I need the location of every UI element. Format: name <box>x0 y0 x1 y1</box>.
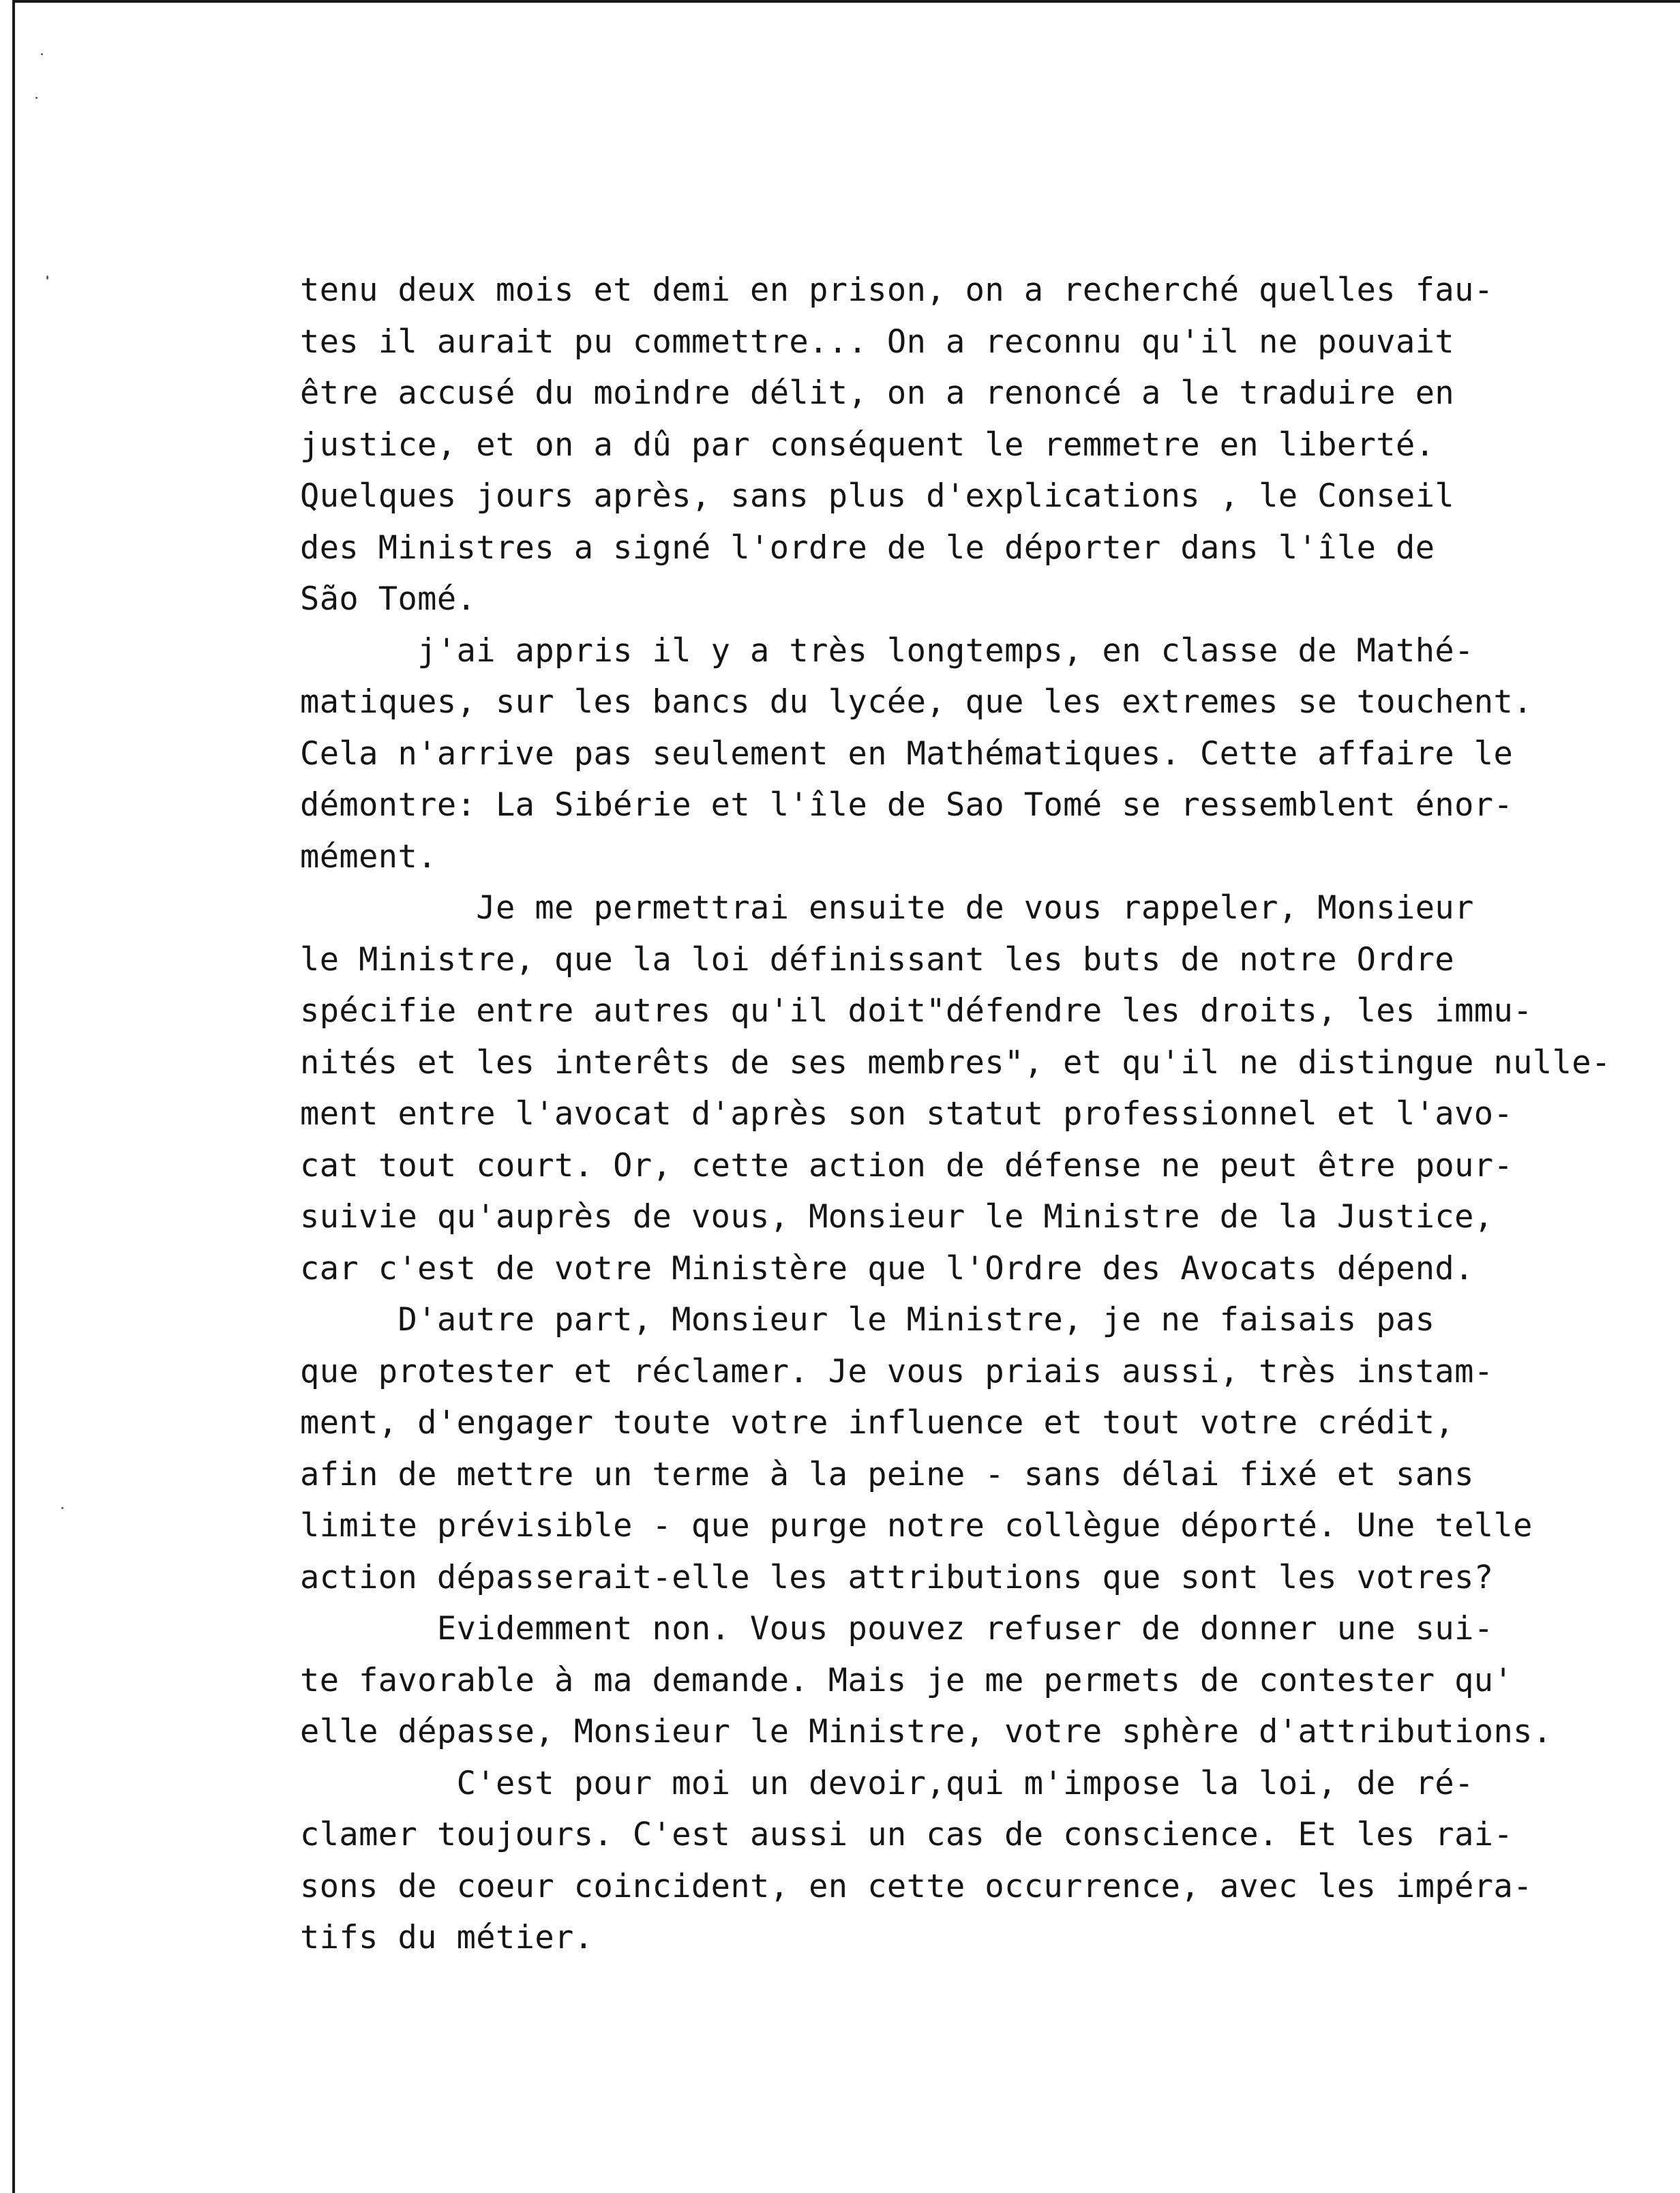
text-line: action dépasserait-elle les attributions que sont les votres? <box>300 1558 1494 1596</box>
scan-speck <box>35 97 38 99</box>
text-line: elle dépasse, Monsieur le Ministre, votre sphère d'attributions. <box>300 1713 1552 1750</box>
text-line: te favorable à ma demande. Mais je me permets de contester qu' <box>300 1661 1514 1699</box>
text-line: matiques, sur les bancs du lycée, que les extremes se touchent. <box>300 683 1533 721</box>
text-line: le Ministre, que la loi définissant les buts de notre Ordre <box>300 940 1455 979</box>
text-line: justice, et on a dû par conséquent le remmetre en liberté. <box>300 426 1435 464</box>
text-line: j'ai appris il y a très longtemps, en classe de Mathé- <box>300 631 1474 670</box>
scan-speck <box>41 53 43 55</box>
text-line: São Tomé. <box>300 580 477 618</box>
text-line: D'autre part, Monsieur le Ministre, je ne faisais pas <box>300 1301 1435 1339</box>
text-line: tifs du métier. <box>300 1919 594 1956</box>
text-line: mément. <box>300 837 437 876</box>
page-border-top <box>12 0 1680 3</box>
text-line: ment, d'engager toute votre influence et tout votre crédit, <box>300 1404 1455 1442</box>
text-line: être accusé du moindre délit, on a renoncé a le traduire en <box>300 374 1455 412</box>
text-line: Je me permettrai ensuite de vous rappeler, Monsieur <box>300 889 1474 927</box>
text-line: que protester et réclamer. Je vous priais aussi, très instam- <box>300 1352 1494 1390</box>
text-line: clamer toujours. C'est aussi un cas de conscience. Et les rai- <box>300 1816 1514 1853</box>
text-line: Evidemment non. Vous pouvez refuser de donner une sui- <box>300 1610 1494 1647</box>
text-line: tenu deux mois et demi en prison, on a recherché quelles fau- <box>300 271 1494 309</box>
text-line: tes il aurait pu commettre... On a reconnu qu'il ne pouvait <box>300 323 1455 361</box>
text-line: ment entre l'avocat d'après son statut professionnel et l'avo- <box>300 1095 1514 1133</box>
scan-speck <box>46 275 48 280</box>
text-line: car c'est de votre Ministère que l'Ordre des Avocats dépend. <box>300 1249 1474 1287</box>
text-line: démontre: La Sibérie et l'île de Sao Tomé se ressemblent énor- <box>300 786 1514 824</box>
text-line: afin de mettre un terme à la peine - sans délai fixé et sans <box>300 1455 1474 1493</box>
text-line: sons de coeur coincident, en cette occurrence, avec les impéra- <box>300 1867 1533 1905</box>
text-line: des Ministres a signé l'ordre de le déporter dans l'île de <box>300 528 1435 567</box>
text-line: Cela n'arrive pas seulement en Mathématiques. Cette affaire le <box>300 734 1514 773</box>
typewritten-letter-body <box>300 265 1636 1964</box>
text-line: spécifie entre autres qu'il doit"défendre les droits, les immu- <box>300 992 1533 1030</box>
text-line: suivie qu'auprès de vous, Monsieur le Ministre de la Justice, <box>300 1198 1494 1236</box>
text-line: nités et les interêts de ses membres", et qu'il ne distingue nulle- <box>300 1043 1611 1081</box>
text-line: Quelques jours après, sans plus d'explications , le Conseil <box>300 477 1455 515</box>
text-line: C'est pour moi un devoir,qui m'impose la loi, de ré- <box>300 1764 1474 1802</box>
scan-speck <box>61 1507 63 1509</box>
page-border-left <box>12 0 15 2193</box>
text-line: cat tout court. Or, cette action de défense ne peut être pour- <box>300 1146 1514 1184</box>
text-line: limite prévisible - que purge notre collègue déporté. Une telle <box>300 1507 1533 1545</box>
